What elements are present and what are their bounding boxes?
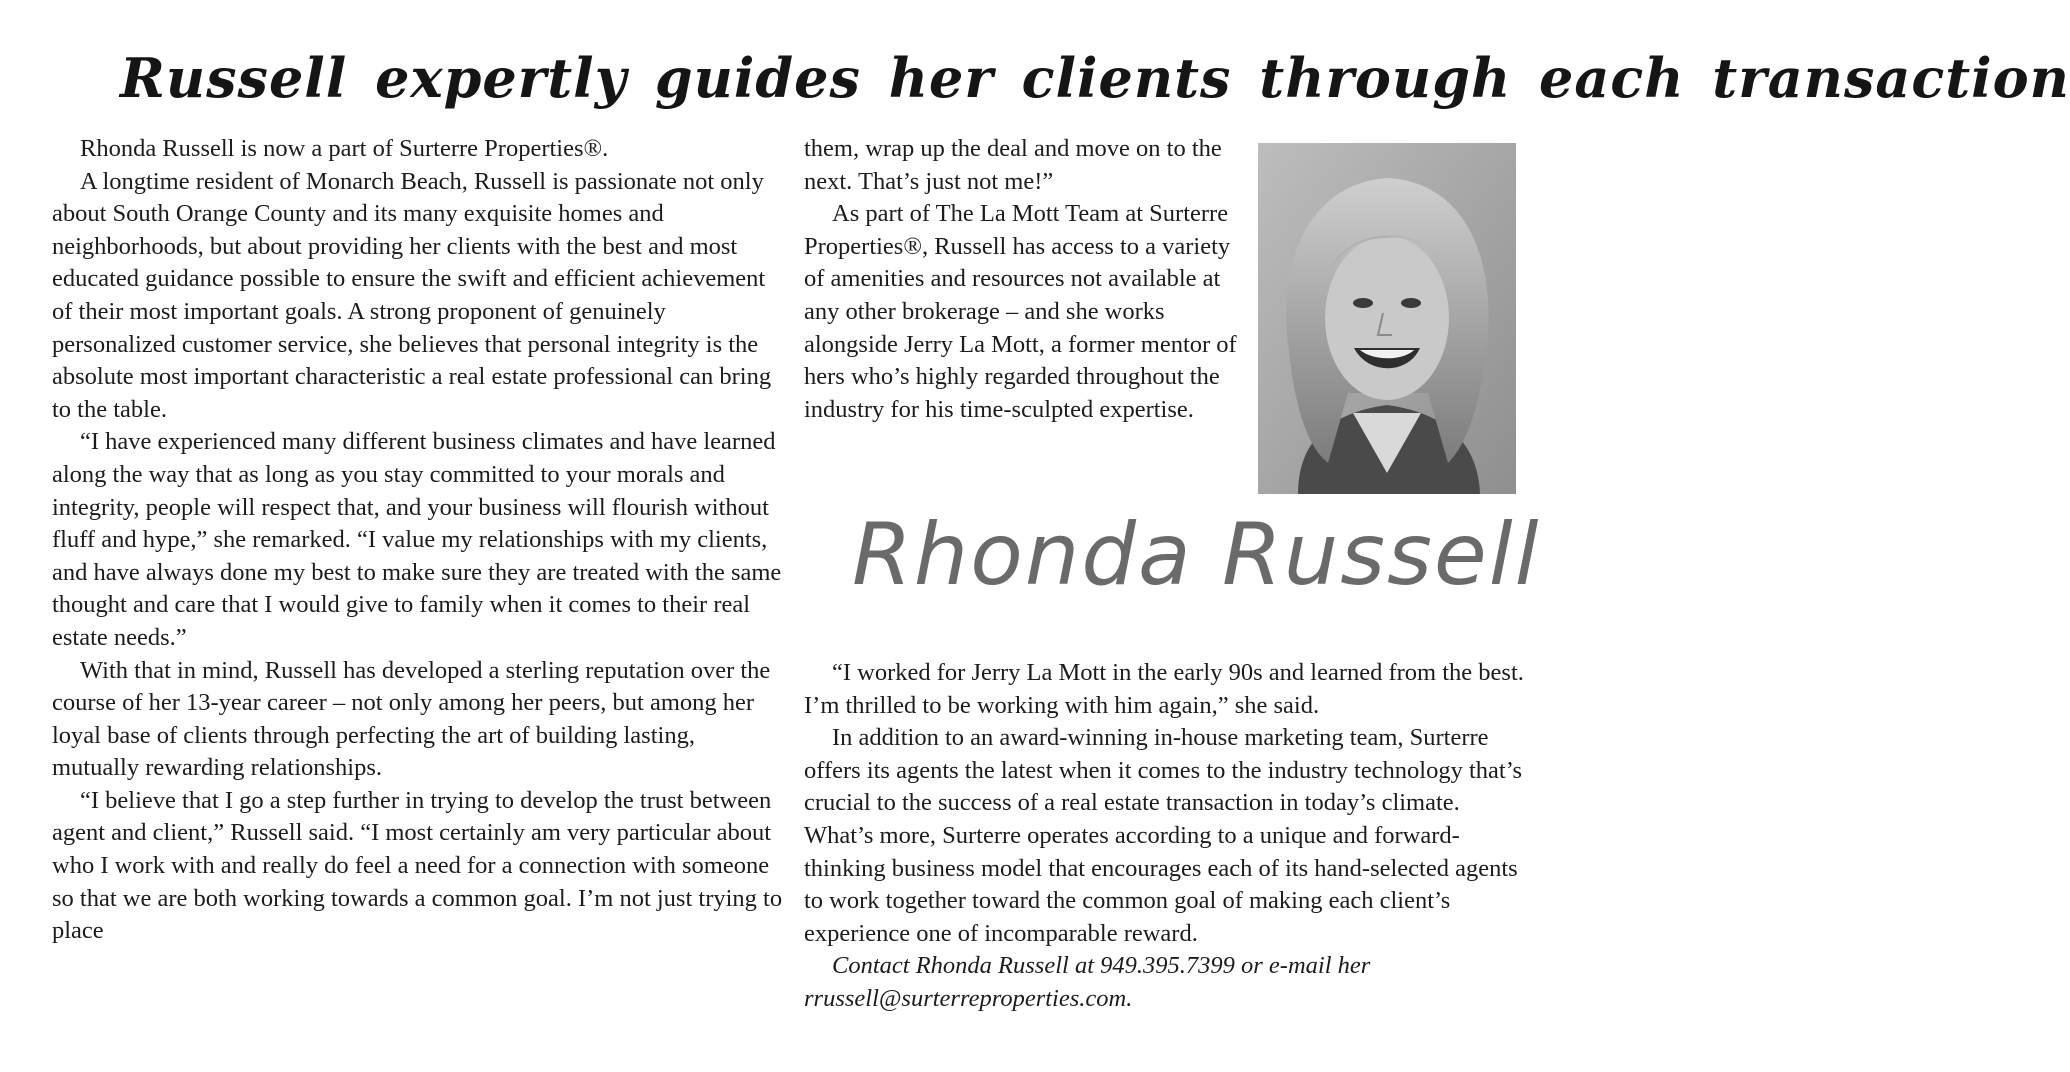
body-paragraph: Rhonda Russell is now a part of Surterre Properties®. (80, 135, 609, 162)
right-column-top (804, 133, 1244, 426)
body-paragraph: With that in mind, Russell has developed a sterling reputation over the course of her 13-year career – not only among her peers, but among her loyal base of clients through perfecting the art of building lasting, mutually rewarding relationships. (52, 656, 771, 782)
body-paragraph: “I worked for Jerry La Mott in the early 90s and learned from the best. I’m thrilled to be working with him again,” she said. (804, 659, 1524, 719)
subject-name: Rhonda Russell (852, 505, 1541, 605)
body-paragraph: “I have experienced many different business climates and have learned along the way that as long as you stay committed to your morals and integrity, people will respect that, and your business will flourish without fluff and hype,” she remarked. “I value my relationships with my clients, and have always done my best to make sure they are treated with the same thought and care that I would give to family when it comes to their real estate needs.” (52, 428, 782, 651)
article-headline: Russell expertly guides her clients through each transaction (120, 46, 2070, 110)
contact-line: Contact Rhonda Russell at 949.395.7399 or e-mail her rrussell@surterreproperties.com. (804, 952, 1371, 1012)
portrait-photo (1258, 143, 1516, 494)
right-column-bottom (804, 657, 1534, 1016)
body-paragraph: A longtime resident of Monarch Beach, Russell is passionate not only about South Orange County and its many exquisite homes and neighborhoods, but about providing her clients with the best and most educated guidance possible to ensure the swift and efficient achievement of their most important goals. A strong proponent of genuinely personalized customer service, she believes that personal integrity is the absolute most important characteristic a real estate professional can bring to the table. (52, 167, 772, 423)
body-paragraph: them, wrap up the deal and move on to the next. That’s just not me!” (804, 135, 1222, 195)
body-paragraph: “I believe that I go a step further in trying to develop the trust between agent and client,” Russell said. “I most certainly am very particular about who I work with and really do feel a need for a connection with someone so that we are both working towards a common goal. I’m not just trying to place (52, 786, 783, 945)
portrait-illustration (1258, 143, 1516, 494)
body-paragraph: In addition to an award-winning in-house marketing team, Surterre offers its agents the latest when it comes to the industry technology that’s crucial to the success of a real estate transaction in today’s climate. What’s more, Surterre operates according to a unique and forward-thinking business model that encourages each of its hand-selected agents to work together toward the common goal of making each client’s experience one of incomparable reward. (804, 724, 1523, 947)
left-column (52, 133, 787, 948)
body-paragraph: As part of The La Mott Team at Surterre Properties®, Russell has access to a variety of amenities and resources not available at any other brokerage – and she works alongside Jerry La Mott, a former mentor of hers who’s highly regarded throughout the industry for his time-sculpted expertise. (804, 200, 1237, 423)
